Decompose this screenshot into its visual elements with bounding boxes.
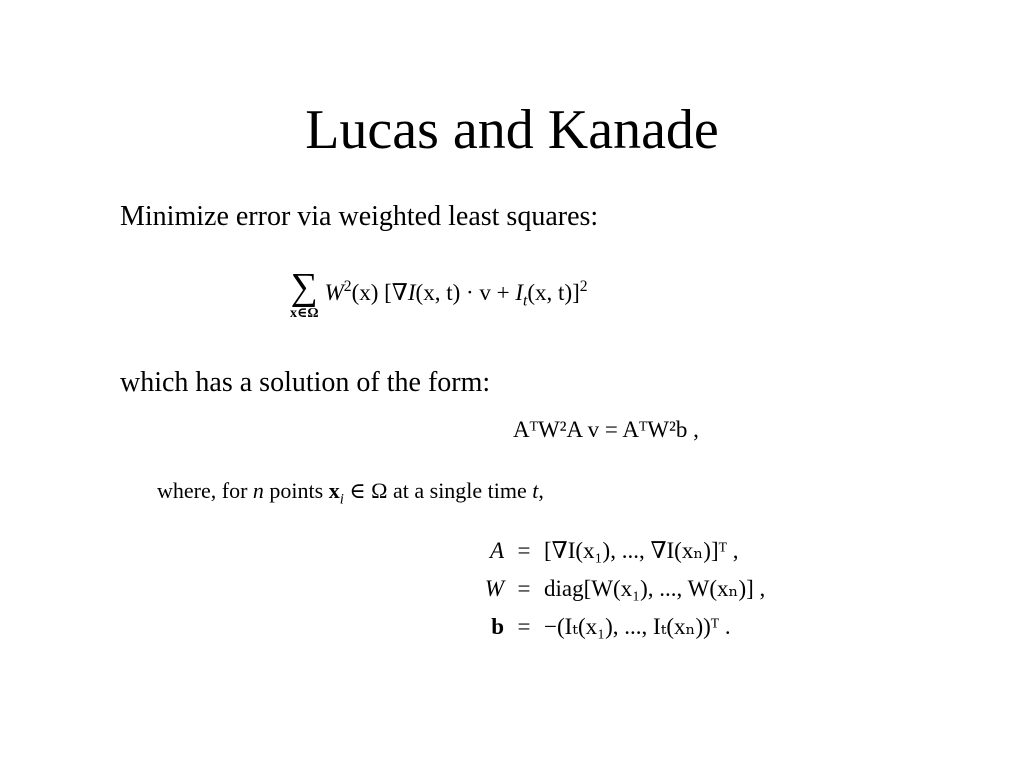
temporal-subscript: t bbox=[523, 292, 528, 310]
bracket-open: [∇ bbox=[378, 279, 408, 305]
definition-lhs-b: b bbox=[491, 613, 504, 639]
intro-text: Minimize error via weighted least squares: bbox=[120, 201, 599, 232]
where-text bbox=[157, 478, 544, 508]
outer-exponent: 2 bbox=[579, 278, 588, 296]
gradient-intensity: I bbox=[407, 279, 416, 305]
where-text-part: points bbox=[263, 478, 329, 503]
where-text-part: ∈ Ω at a single time bbox=[343, 478, 533, 503]
where-xi: x bbox=[328, 478, 340, 503]
solution-intro-text: which has a solution of the form: bbox=[120, 367, 491, 398]
temporal-arguments: (x, t)] bbox=[527, 279, 580, 305]
definition-equals: = bbox=[517, 575, 531, 601]
definition-equals: = bbox=[517, 613, 531, 639]
temporal-intensity: I bbox=[515, 279, 524, 305]
slide-title: Lucas and Kanade bbox=[305, 99, 719, 161]
definitions-block bbox=[470, 536, 765, 642]
summation-index: x∈Ω bbox=[290, 306, 319, 321]
where-text-part: , bbox=[538, 478, 544, 503]
definition-lhs-w: W bbox=[484, 575, 504, 601]
weight-argument: (x) bbox=[351, 279, 379, 305]
objective-equation bbox=[290, 268, 588, 321]
definition-rhs-w: diag[W(x₁), ..., W(xₙ)] , bbox=[544, 575, 766, 601]
where-text-part: where, for bbox=[157, 478, 253, 503]
definition-equals: = bbox=[517, 538, 531, 563]
normal-equation: AᵀW²A v = AᵀW²b , bbox=[513, 417, 699, 442]
summation-symbol: ∑ bbox=[290, 266, 318, 308]
definition-rhs-b: −(Iₜ(x₁), ..., Iₜ(xₙ))ᵀ . bbox=[544, 613, 731, 639]
where-i: i bbox=[339, 491, 344, 508]
weight-exponent: 2 bbox=[343, 278, 352, 296]
where-n: n bbox=[252, 478, 264, 503]
summation bbox=[290, 268, 319, 321]
definition-rhs-a: [∇I(x₁), ..., ∇I(xₙ)]ᵀ , bbox=[544, 538, 739, 563]
where-t: t bbox=[532, 478, 539, 503]
gradient-arguments: (x, t) · v + bbox=[415, 279, 516, 305]
weight-symbol: W bbox=[324, 279, 344, 305]
definition-lhs-a: A bbox=[489, 538, 504, 563]
